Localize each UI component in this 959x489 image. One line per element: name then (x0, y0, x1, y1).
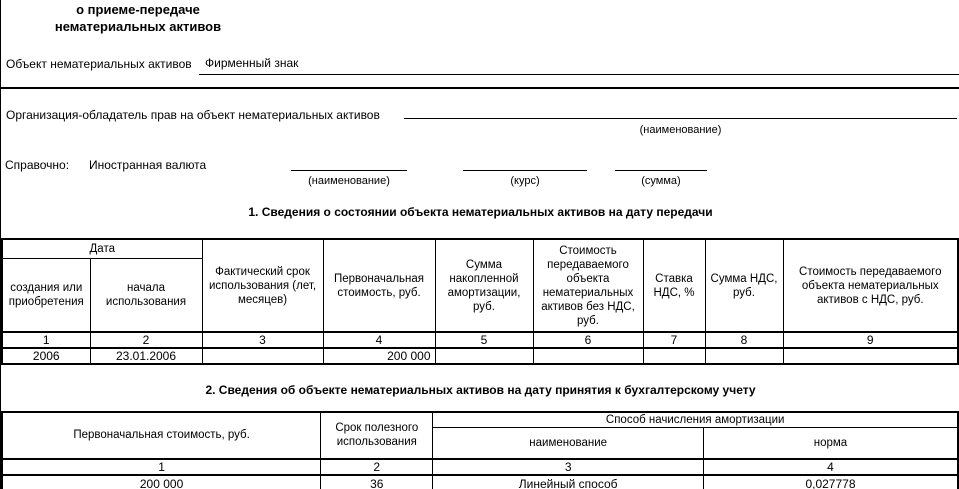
t1-header-amortization-sum: Сумма накопленной амортизации, руб. (435, 239, 533, 332)
section2-title: 2. Сведения об объекте нематериальных активов на дату принятия к бухгалтерскому учету (205, 383, 756, 397)
t1-header-date-created: создания или приобретения (2, 258, 90, 332)
t2-data-initial-cost[interactable]: 200 000 (2, 475, 321, 489)
organization-label: Организация-обладатель прав на объект нематериальных активов (6, 108, 380, 122)
currency-sum-hint: (сумма) (641, 175, 681, 187)
t2-header-method-rate: норма (703, 428, 958, 459)
t2-colnum-3: 3 (433, 459, 704, 475)
currency-name-hint: (наименование) (308, 175, 390, 187)
t1-colnum-4: 4 (323, 332, 435, 348)
t1-colnum-9: 9 (783, 332, 958, 348)
t1-data-initial-cost[interactable]: 200 000 (323, 348, 435, 364)
organization-value-field[interactable] (404, 101, 957, 119)
foreign-currency-label: Иностранная валюта (89, 158, 207, 172)
t1-data-date-created[interactable]: 2006 (2, 348, 90, 364)
transfer-state-table (1, 238, 959, 365)
t1-data-vat-sum[interactable] (705, 348, 783, 364)
reference-label: Справочно: (5, 158, 70, 172)
t2-data-row (2, 475, 958, 489)
document-title (1, 1, 275, 35)
t1-header-vat-rate: Ставка НДС, % (643, 239, 705, 332)
t2-header-amortization-group: Способ начисления амортизации (433, 412, 958, 428)
t2-colnum-4: 4 (703, 459, 958, 475)
t1-header-initial-cost: Первоначальная стоимость, руб. (323, 239, 435, 332)
currency-name-field[interactable] (291, 153, 407, 171)
currency-rate-field[interactable] (463, 153, 587, 171)
t1-colnum-1: 1 (2, 332, 90, 348)
currency-sum-field[interactable] (615, 153, 707, 171)
t2-data-useful-life[interactable]: 36 (321, 475, 433, 489)
t2-data-method-name[interactable]: Линейный способ (433, 475, 704, 489)
t1-header-cost-with-vat: Стоимость передаваемого объекта нематериальных активов с НДС, руб. (783, 239, 958, 332)
t1-header-date-started: начала использования (90, 258, 202, 332)
organization-hint: (наименование) (639, 124, 722, 136)
currency-rate-hint: (курс) (510, 175, 540, 187)
t1-header-actual-term: Фактический срок использования (лет, месяцев) (202, 239, 323, 332)
object-label: Объект нематериальных активов (6, 57, 192, 71)
t2-colnum-2: 2 (321, 459, 433, 475)
object-value: Фирменный знак (205, 56, 299, 70)
t2-colnum-1: 1 (2, 459, 321, 475)
document-title-line-2: нематериальных активов (54, 19, 222, 34)
t1-data-cost-with-vat[interactable] (783, 348, 958, 364)
t1-header-cost-without-vat: Стоимость передаваемого объекта нематериальных активов без НДС, руб. (533, 239, 643, 332)
t1-header-date-group: Дата (2, 239, 202, 258)
t1-data-date-started[interactable]: 23.01.2006 (90, 348, 202, 364)
object-value-field[interactable] (199, 56, 959, 75)
t1-data-row (2, 348, 958, 364)
t1-colnum-8: 8 (705, 332, 783, 348)
t1-colnum-5: 5 (435, 332, 533, 348)
t1-colnum-6: 6 (533, 332, 643, 348)
document-title-line-1: о приеме-передаче (76, 2, 200, 17)
t1-colnum-7: 7 (643, 332, 705, 348)
t2-header-useful-life: Срок полезного использования (321, 412, 433, 459)
t2-header-method-name: наименование (433, 428, 704, 459)
horizontal-divider (1, 87, 959, 89)
accounting-acceptance-table (1, 411, 959, 489)
section1-title: 1. Сведения о состоянии объекта нематериальных активов на дату передачи (248, 205, 713, 219)
t1-colnum-2: 2 (90, 332, 202, 348)
t2-header-initial-cost: Первоначальная стоимость, руб. (2, 412, 321, 459)
t2-data-method-rate[interactable]: 0,027778 (703, 475, 958, 489)
t1-data-amortization-sum[interactable] (435, 348, 533, 364)
t1-colnum-3: 3 (202, 332, 323, 348)
t1-data-vat-rate[interactable] (643, 348, 705, 364)
t1-data-actual-term[interactable] (202, 348, 323, 364)
t1-header-vat-sum: Сумма НДС, руб. (705, 239, 783, 332)
t1-data-cost-without-vat[interactable] (533, 348, 643, 364)
